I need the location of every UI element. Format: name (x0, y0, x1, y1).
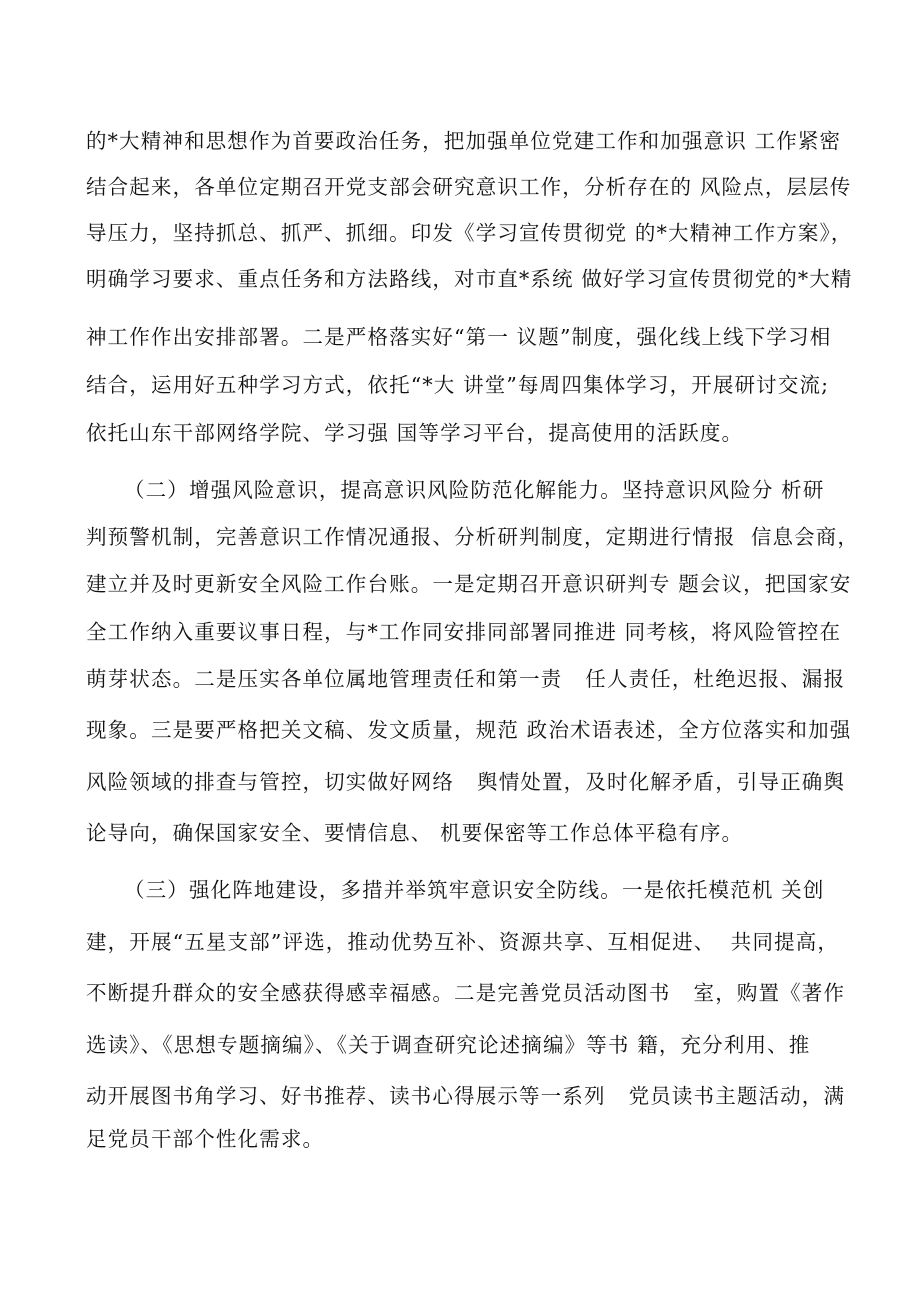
text-line: 论导向，确保国家安全、要情信息、 机要保密等工作总体平稳有序。 (86, 821, 744, 845)
text-line: 的*大精神和思想作为首要政治任务，把加强单位党建工作和加强意识 工作紧密 (86, 129, 842, 153)
text-line: 动开展图书角学习、好书推荐、读书心得展示等一系列 党员读书主题活动，满 (86, 1084, 846, 1108)
text-line: 结合，运用好五种学习方式，依托“*大 讲堂”每周四集体学习，开展研讨交流; (86, 373, 830, 397)
text-line: 依托山东干部网络学院、学习强 国等学习平台，提高使用的活跃度。 (86, 421, 744, 445)
text-line: 现象。三是要严格把关文稿、发文质量，规范 政治术语表述，全方位落实和加强 (86, 718, 852, 742)
text-line: 选读》、《思想专题摘编》、《关于调查研究论述摘编》等书 籍，充分利用、推 (86, 1033, 811, 1057)
text-line: （二）增强风险意识，提高意识风险防范化解能力。坚持意识风险分 析研 (124, 478, 825, 502)
text-line: 萌芽状态。二是压实各单位属地管理责任和第一责 任人责任，杜绝迟报、漏报 (86, 667, 846, 691)
text-line: （三）强化阵地建设，多措并举筑牢意识安全防线。一是依托模范机 关创 (124, 878, 825, 902)
text-line: 足党员干部个性化需求。 (86, 1127, 325, 1151)
text-line: 判预警机制，完善意识工作情况通报、分析研判制度，定期进行情报 信息会商， (86, 525, 860, 549)
text-line: 神工作作出安排部署。二是严格落实好“第一 议题”制度，强化线上线下学习相 (86, 325, 832, 349)
text-line: 全工作纳入重要议事日程，与*工作同安排同部署同推进 同考核，将风险管控在 (86, 620, 842, 644)
text-line: 导压力，坚持抓总、抓严、抓细。印发《学习宣传贯彻党 的*大精神工作方案》， (86, 221, 853, 245)
text-line: 结合起来，各单位定期召开党支部会研究意识工作，分析存在的 风险点，层层传 (86, 175, 852, 199)
text-line: 不断提升群众的安全感获得感幸福感。二是完善党员活动图书 室，购置《著作 (86, 981, 846, 1005)
text-line: 明确学习要求、重点任务和方法路线，对市直*系统 做好学习宣传贯彻党的*大精 (86, 267, 853, 291)
text-line: 风险领域的排查与管控，切实做好网络 舆情处置，及时化解矛盾，引导正确舆 (86, 770, 846, 794)
text-line: 建，开展“五星支部”评选，推动优势互补、资源共享、互相促进、 共同提高， (86, 930, 840, 954)
text-line: 建立并及时更新安全风险工作台账。一是定期召开意识研判专 题会议，把国家安 (86, 572, 852, 596)
